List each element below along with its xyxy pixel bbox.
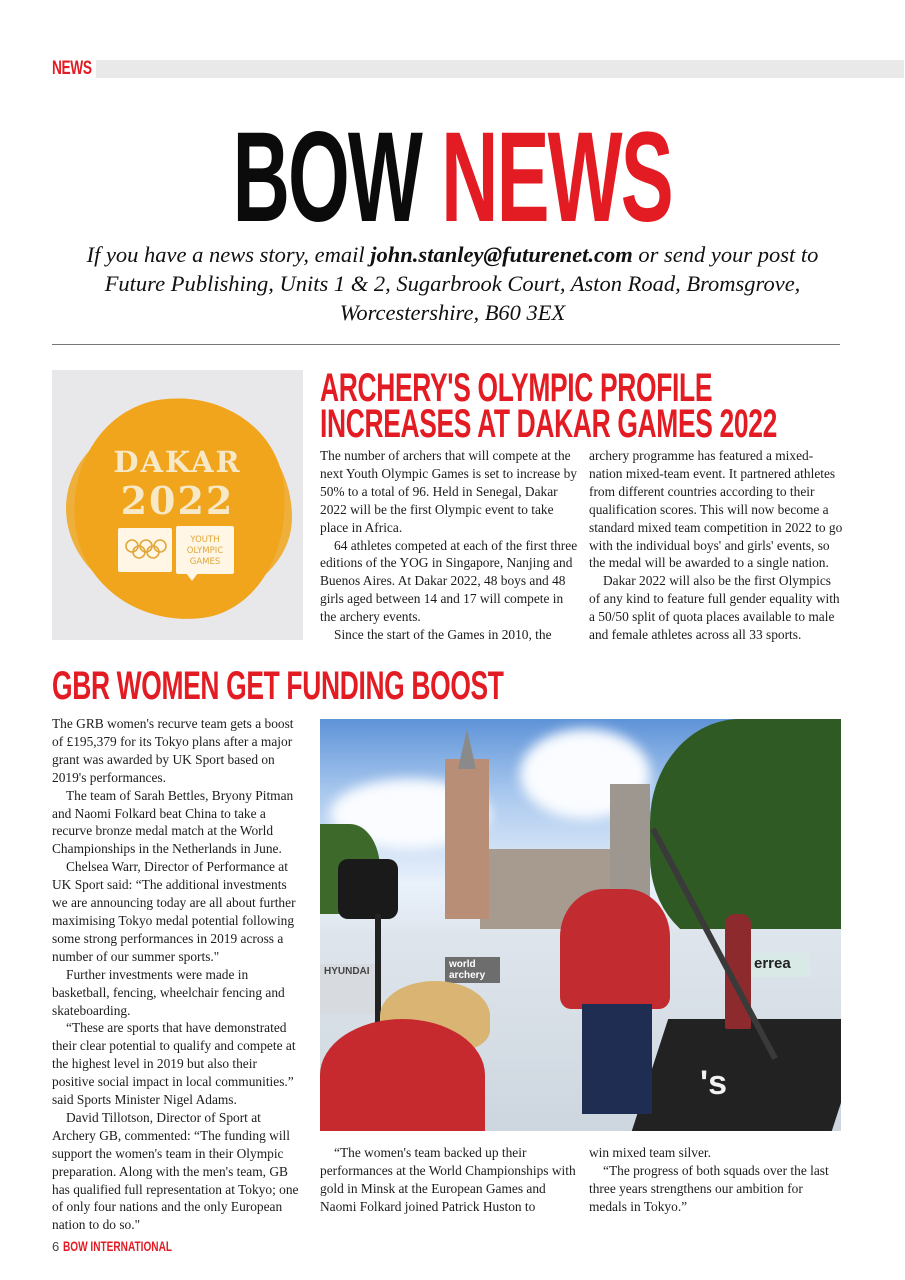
cathedral-spire <box>458 729 476 769</box>
story2-column-1 <box>52 715 302 1234</box>
paragraph: The number of archers that will compete at the next Youth Olympic Games is set to increase by 50% to a total of 96. Held in Senegal, Dakar 2022 will be the first Olympic event to take place in Africa. <box>320 448 577 535</box>
speech-tail <box>186 573 198 581</box>
cathedral-tower <box>445 759 489 919</box>
story2-column-3 <box>589 1144 844 1216</box>
logo-text-dakar: DAKAR <box>113 445 242 479</box>
youth-olympic-games-badge: YOUTH OLYMPIC GAMES <box>176 526 234 574</box>
story2-column-2 <box>320 1144 576 1216</box>
archers-hugging <box>560 889 670 1009</box>
paragraph: “These are sports that have demonstrated their clear potential to qualify and compete at the highest level in 2019 but also their positive social impact in local communities.” said Sports Minister Nigel Adams. <box>52 1020 296 1108</box>
paragraph: The team of Sarah Bettles, Bryony Pitman and Naomi Folkard beat China to take a recurve bronze medal match at the World Championships in the Netherlands in June. <box>52 787 294 857</box>
story1-headline: ARCHERY'S OLYMPIC PROFILE INCREASES AT DAKAR GAMES 2022 <box>320 366 777 446</box>
logo-text-year: 2022 <box>120 478 235 523</box>
olympic-rings-icon <box>124 538 168 560</box>
title-word-news: NEWS <box>441 106 673 249</box>
paragraph: archery programme has featured a mixed-nation mixed-team event. It partnered athletes from different countries according to their qualification scores. This will now become a standard mixed team competition in 2022 to go with the individual boys' and girls' events, so the medal will be awarded to a single nation. <box>589 448 843 571</box>
paragraph: Chelsea Warr, Director of Performance at UK Sport said: “The additional investments we are announcing today are all about further maximising Tokyo medal potential following some strong performances in 2019 across a number of our summer sports." <box>52 859 296 964</box>
divider <box>52 344 840 345</box>
floor-logo: 's <box>700 1064 727 1102</box>
spotting-scope <box>338 859 398 919</box>
paragraph: Further investments were made in basketball, fencing, wheelchair fencing and skateboarding. <box>52 966 285 1018</box>
sponsor-banner: errea <box>750 953 810 977</box>
story1-column-2 <box>589 447 844 644</box>
dakar-2022-logo-image <box>52 370 303 640</box>
contact-email-link[interactable]: john.stanley@futurenet.com <box>370 242 633 267</box>
title-word-bow: BOW <box>232 106 422 249</box>
section-band <box>52 60 904 78</box>
archer-legs <box>582 1004 652 1114</box>
story2-headline: GBR WOMEN GET FUNDING BOOST <box>52 664 504 708</box>
publication-name: BOW INTERNATIONAL <box>63 1238 173 1254</box>
sponsor-banner: HYUNDAI <box>320 964 375 1014</box>
floor-mat <box>632 1019 841 1131</box>
paragraph: The GRB women's recurve team gets a boost of £195,379 for its Tokyo plans after a major grant was awarded by UK Sport based on 2019's performances. <box>52 716 294 785</box>
paragraph: 64 athletes competed at each of the first three editions of the YOG in Singapore, Nanjing and Buenos Aires. At Dakar 2022, 48 boys and 48 girls aged between 14 and 17 will compete in the archery events. <box>320 537 578 625</box>
paragraph: Since the start of the Games in 2010, the <box>334 627 552 643</box>
story1-column-1 <box>320 447 578 644</box>
page-number: 6 <box>52 1239 60 1254</box>
paragraph: David Tillotson, Director of Sport at Archery GB, commented: “The funding will support the women's team in their Olympic preparation. Along with the men's team, GB has qualified full representation at Tokyo; one of only four nations and the only European nation to do so." <box>52 1109 299 1233</box>
page-title <box>0 106 905 249</box>
foreground-archer <box>320 1019 485 1131</box>
paragraph: win mixed team silver. <box>589 1145 711 1160</box>
archery-celebration-photo <box>320 719 841 1131</box>
paragraph: Dakar 2022 will also be the first Olympics of any kind to feature full gender equality with a 50/50 split of quota places available to male and female athletes across all 33 sports. <box>589 573 840 643</box>
contact-intro: If you have a news story, email john.stanley@futurenet.com or send your post to Future Publishing, Units 1 & 2, Sugarbrook Court, Aston Road, Bromsgrove, Worcestershire, B60 3EX <box>86 242 819 325</box>
paragraph: “The progress of both squads over the last three years strengthens our ambition for medals in Tokyo.” <box>589 1162 829 1214</box>
sponsor-banner: world archery <box>445 957 500 983</box>
section-label: NEWS <box>52 58 96 80</box>
paragraph: “The women's team backed up their performances at the World Championships with gold in Minsk at the European Games and Naomi Folkard joined Patrick Huston to <box>320 1145 576 1214</box>
